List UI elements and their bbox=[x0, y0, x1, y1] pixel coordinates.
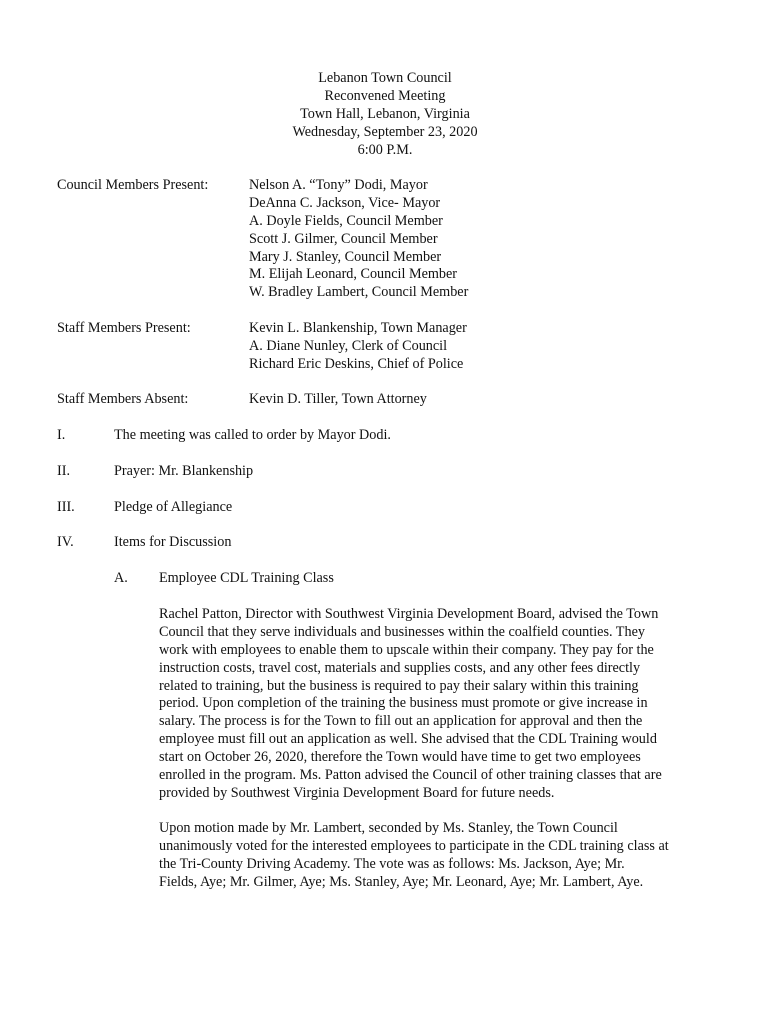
council-member: Nelson A. “Tony” Dodi, Mayor bbox=[249, 177, 428, 193]
paragraph-line: Council that they serve individuals and businesses within the coalfield counties. They bbox=[159, 623, 645, 640]
paragraph-line: Fields, Aye; Mr. Gilmer, Aye; Ms. Stanley, Aye; Mr. Leonard, Aye; Mr. Lambert, Aye. bbox=[159, 873, 644, 890]
staff-present-list bbox=[249, 320, 467, 374]
paragraph-line: Upon motion made by Mr. Lambert, seconded by Ms. Stanley, the Town Council bbox=[159, 820, 618, 836]
paragraph-line: period. Upon completion of the training the business must promote or give increase in bbox=[159, 695, 648, 712]
agenda-item bbox=[57, 499, 737, 517]
agenda-item-number: III. bbox=[57, 499, 75, 515]
agenda-item bbox=[57, 427, 737, 445]
council-member: Scott J. Gilmer, Council Member bbox=[249, 230, 438, 247]
agenda-item-number: II. bbox=[57, 463, 70, 479]
staff-member: Kevin D. Tiller, Town Attorney bbox=[249, 391, 427, 407]
council-member: M. Elijah Leonard, Council Member bbox=[249, 266, 458, 283]
paragraph-line: enrolled in the program. Ms. Patton advised the Council of other training classes that are bbox=[159, 767, 662, 784]
paragraph-line: employee must fill out an application as well. She advised that the CDL Training would bbox=[159, 731, 657, 748]
paragraph-line: unanimously voted for the interested employees to participate in the CDL training class at bbox=[159, 837, 669, 854]
staff-present-section bbox=[57, 320, 737, 374]
header-line: Town Hall, Lebanon, Virginia bbox=[300, 105, 470, 122]
agenda-subitem-title: Employee CDL Training Class bbox=[159, 570, 334, 586]
agenda-item-text: The meeting was called to order by Mayor Dodi. bbox=[114, 427, 391, 443]
staff-member: Richard Eric Deskins, Chief of Police bbox=[249, 355, 464, 372]
council-present-section bbox=[57, 177, 737, 302]
staff-member: A. Diane Nunley, Clerk of Council bbox=[249, 337, 448, 354]
paragraph-line: salary. The process is for the Town to fill out an application for approval and then the bbox=[159, 713, 643, 730]
agenda-item-number: IV. bbox=[57, 534, 74, 550]
council-member: Mary J. Stanley, Council Member bbox=[249, 248, 442, 265]
paragraph-line: start on October 26, 2020, therefore the Town would have time to get two employees bbox=[159, 749, 641, 766]
header-line: Wednesday, September 23, 2020 bbox=[292, 123, 478, 140]
paragraph-line: instruction costs, travel cost, materials and supplies costs, and any other fees directly bbox=[159, 659, 641, 676]
agenda-item bbox=[57, 534, 737, 552]
agenda-item-text: Pledge of Allegiance bbox=[114, 499, 233, 515]
header-line: 6:00 P.M. bbox=[357, 141, 413, 158]
staff-absent-label: Staff Members Absent: bbox=[57, 391, 189, 407]
staff-absent-list bbox=[249, 391, 427, 409]
council-member: DeAnna C. Jackson, Vice- Mayor bbox=[249, 194, 441, 211]
paragraph-line: related to training, but the business is required to pay their salary within this training bbox=[159, 677, 639, 694]
agenda-item-number: I. bbox=[57, 427, 66, 443]
motion-paragraph bbox=[159, 820, 707, 892]
paragraph-line: provided by Southwest Virginia Development Board for future needs. bbox=[159, 784, 555, 801]
council-member: A. Doyle Fields, Council Member bbox=[249, 212, 443, 229]
paragraph-line: work with employees to enable them to upscale within their company. They pay for the bbox=[159, 641, 654, 658]
agenda-item-text: Prayer: Mr. Blankenship bbox=[114, 463, 254, 479]
meeting-header bbox=[0, 70, 770, 159]
agenda-item-text: Items for Discussion bbox=[114, 534, 232, 550]
paragraph-line: the Tri-County Driving Academy. The vote was as follows: Ms. Jackson, Aye; Mr. bbox=[159, 855, 625, 872]
agenda-item bbox=[57, 463, 737, 481]
council-present-label: Council Members Present: bbox=[57, 177, 209, 193]
staff-member: Kevin L. Blankenship, Town Manager bbox=[249, 320, 467, 336]
staff-present-label: Staff Members Present: bbox=[57, 320, 191, 336]
agenda-subitem bbox=[114, 570, 334, 588]
paragraph-line: Rachel Patton, Director with Southwest Virginia Development Board, advised the Town bbox=[159, 606, 659, 622]
council-present-list bbox=[249, 177, 468, 302]
header-line: Reconvened Meeting bbox=[324, 87, 446, 104]
agenda-subitem-letter: A. bbox=[114, 570, 128, 586]
staff-absent-section bbox=[57, 391, 737, 409]
council-member: W. Bradley Lambert, Council Member bbox=[249, 284, 469, 301]
header-line: Lebanon Town Council bbox=[318, 70, 452, 86]
discussion-paragraph bbox=[159, 606, 707, 803]
